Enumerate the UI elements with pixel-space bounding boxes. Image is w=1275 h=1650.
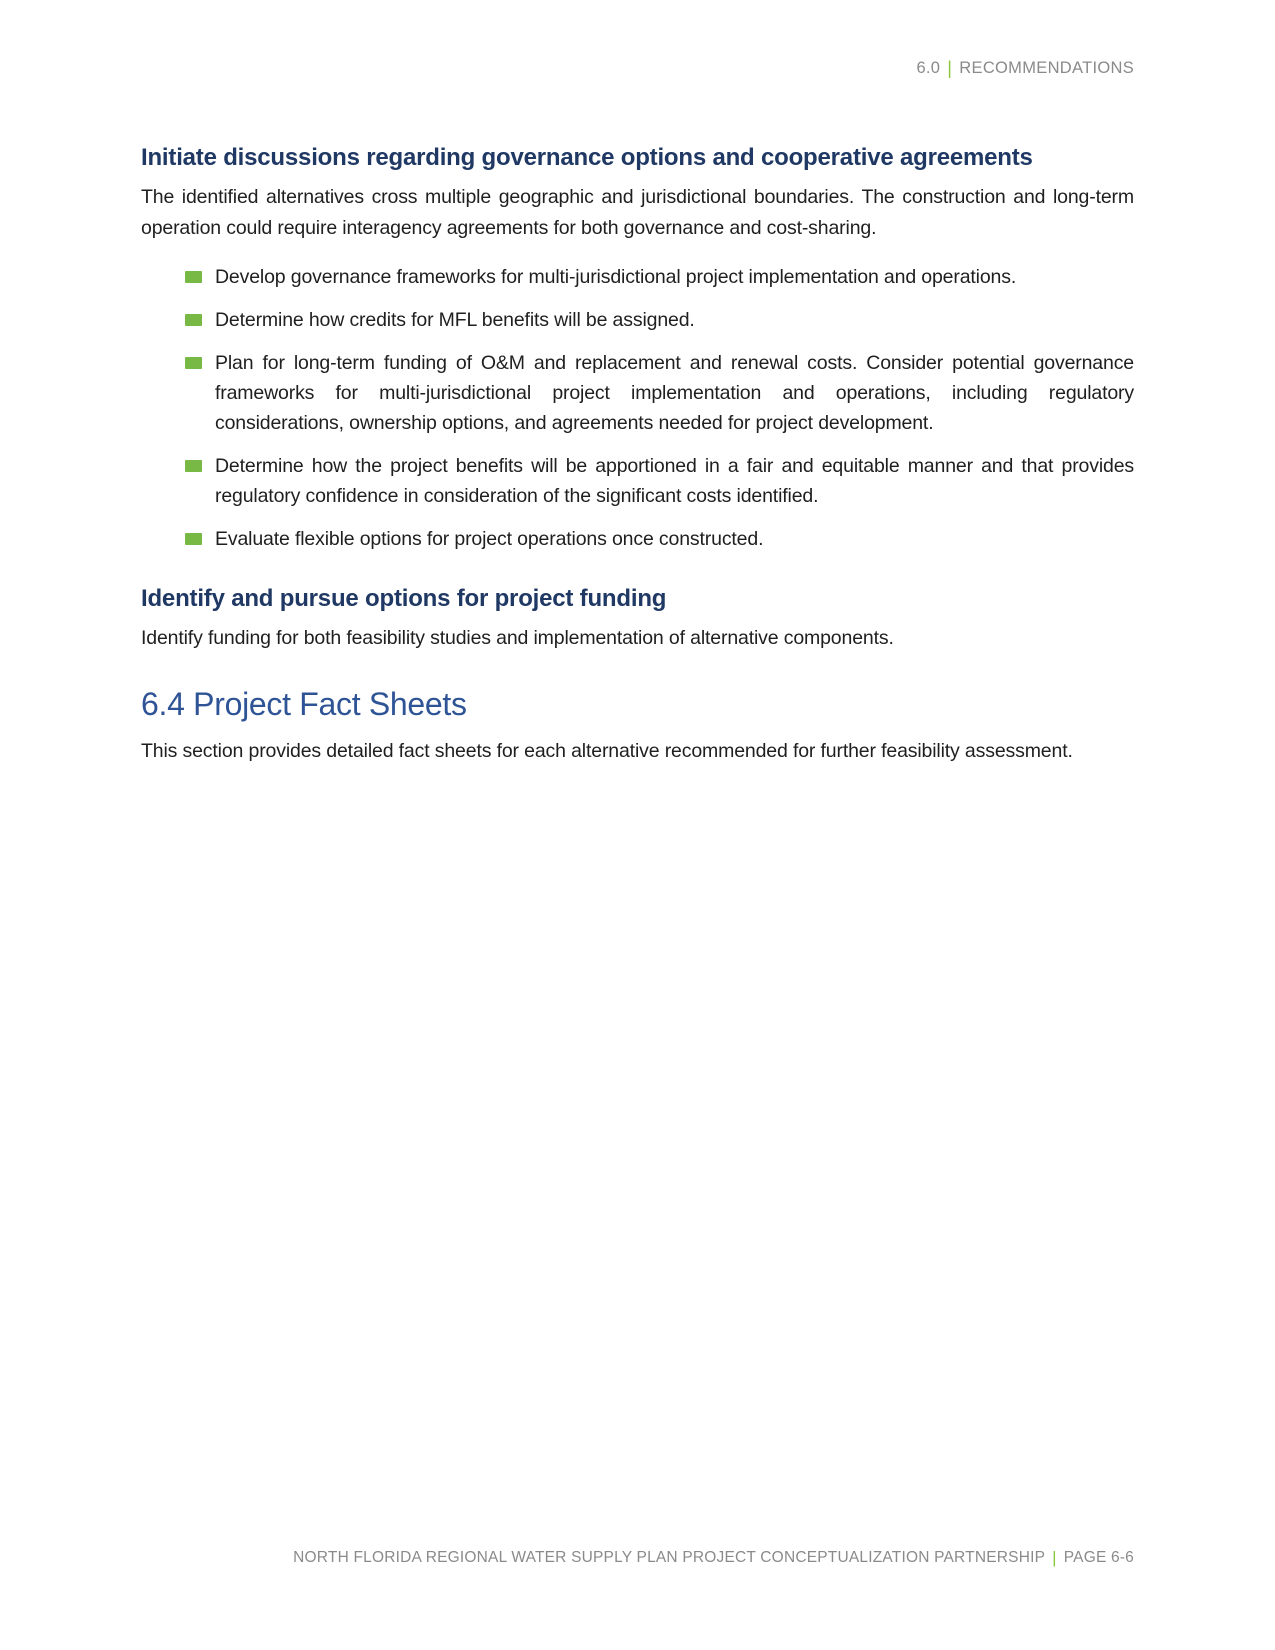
page-footer [120, 1548, 1134, 1568]
section-intro-funding: Identify funding for both feasibility studies and implementation of alternative components. [141, 627, 894, 649]
section-intro-governance: The identified alternatives cross multiple geographic and jurisdictional boundaries. The construction and long-term operation could require interagency agreements for both governance and cost-sharing. [141, 186, 1134, 239]
section-heading-governance: Initiate discussions regarding governance options and cooperative agreements [141, 144, 1033, 171]
document-content [141, 143, 1134, 767]
list-item-text: Evaluate flexible options for project operations once constructed. [215, 528, 764, 550]
list-item [141, 305, 1134, 335]
bullet-square-icon [185, 460, 202, 472]
list-item [141, 348, 1134, 438]
header-separator: | [947, 58, 953, 78]
header-section-number: 6.0 [916, 59, 941, 77]
section-heading-funding: Identify and pursue options for project funding [141, 585, 667, 612]
footer-page-number: PAGE 6-6 [1063, 1549, 1134, 1566]
list-item-text: Plan for long-term funding of O&M and replacement and renewal costs. Consider potential governance frameworks for multi-jurisdictional project implementation and operations, including regulatory considerations, ownership options, and agreements needed for project development. [215, 352, 1134, 434]
list-item [141, 451, 1134, 511]
footer-text: NORTH FLORIDA REGIONAL WATER SUPPLY PLAN PROJECT CONCEPTUALIZATION PARTNERSHIP [293, 1549, 1046, 1566]
bullet-square-icon [185, 314, 202, 326]
chapter-heading-fact-sheets: 6.4 Project Fact Sheets [141, 686, 467, 722]
chapter-intro-fact-sheets: This section provides detailed fact sheets for each alternative recommended for further feasibility assessment. [141, 740, 1073, 762]
bullet-square-icon [185, 533, 202, 545]
bullet-square-icon [185, 357, 202, 369]
header-title: RECOMMENDATIONS [959, 59, 1134, 77]
bullet-square-icon [185, 271, 202, 283]
footer-separator: | [1052, 1548, 1057, 1567]
list-item [141, 524, 1134, 554]
list-item [141, 262, 1134, 292]
list-item-text: Determine how credits for MFL benefits will be assigned. [215, 309, 695, 331]
governance-bullet-list [141, 262, 1134, 554]
list-item-text: Determine how the project benefits will be apportioned in a fair and equitable manner and that provides regulatory confidence in consideration of the significant costs identified. [215, 455, 1134, 507]
list-item-text: Develop governance frameworks for multi-jurisdictional project implementation and operations. [215, 266, 1017, 288]
page-header [141, 58, 1134, 79]
